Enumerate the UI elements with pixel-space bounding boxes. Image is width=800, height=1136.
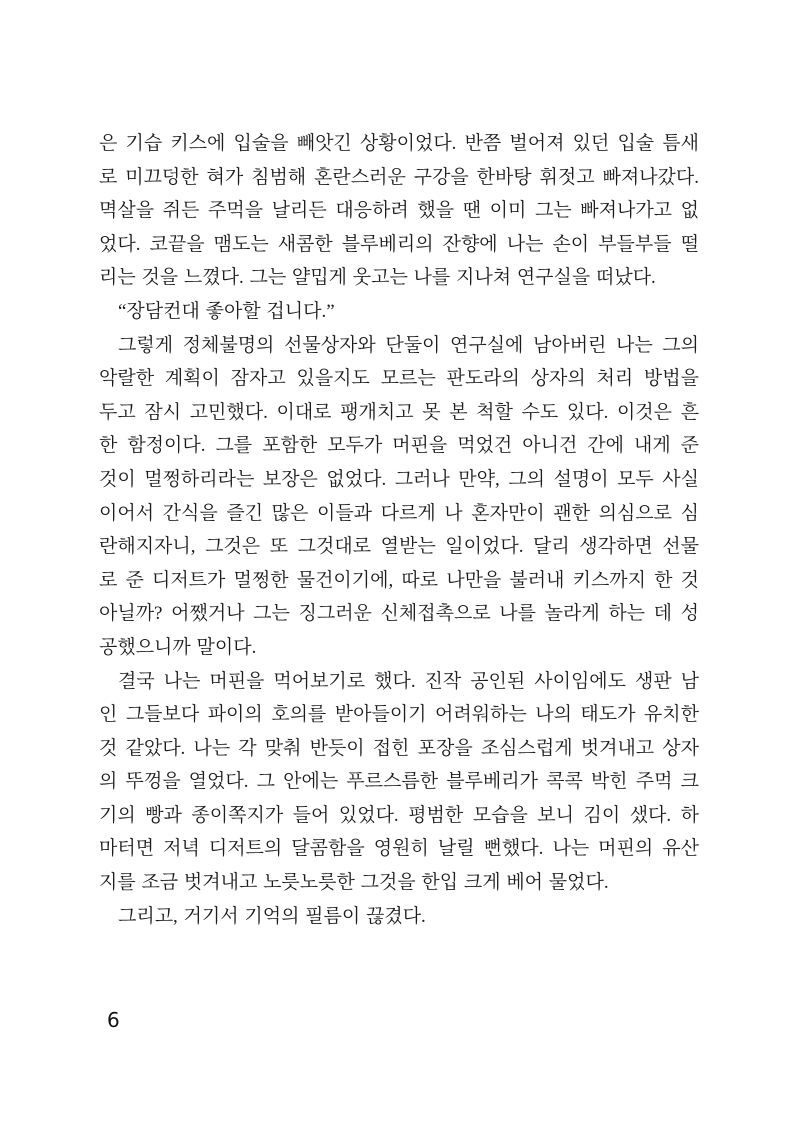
body-text bbox=[99, 127, 699, 933]
text-line: 의 뚜껑을 열었다. 그 안에는 푸르스름한 블루베리가 콕콕 박힌 주먹 크 bbox=[99, 771, 699, 793]
text-line: 그리고, 거기서 기억의 필름이 끊겼다. bbox=[118, 905, 426, 927]
text-line: 로 준 디저트가 멀쩡한 물건이기에, 따로 나만을 불러내 키스까지 한 것 bbox=[99, 569, 699, 591]
text-line: 인 그들보다 파이의 호의를 받아들이기 어려워하는 나의 태도가 유치한 bbox=[99, 704, 699, 726]
text-line: 기의 빵과 종이쪽지가 들어 있었다. 평범한 모습을 보니 김이 샜다. 하 bbox=[99, 804, 699, 826]
text-line: 아닐까? 어쨌거나 그는 징그러운 신체접촉으로 나를 놀라게 하는 데 성 bbox=[99, 603, 699, 625]
text-line: 지를 조금 벗겨내고 노릇노릇한 그것을 한입 크게 베어 물었다. bbox=[99, 872, 609, 894]
text-line: 이어서 간식을 즐긴 많은 이들과 다르게 나 혼자만이 괜한 의심으로 심 bbox=[99, 502, 699, 524]
text-line: 결국 나는 머핀을 먹어보기로 했다. 진작 공인된 사이임에도 생판 남 bbox=[118, 670, 699, 692]
page-number: 6 bbox=[107, 1008, 120, 1032]
text-line: 은 기습 키스에 입술을 빼앗긴 상황이었다. 반쯤 벌어져 있던 입술 틈새 bbox=[99, 133, 699, 154]
text-line: 것 같았다. 나는 각 맞춰 반듯이 접힌 포장을 조심스럽게 벗겨내고 상자 bbox=[99, 737, 699, 759]
text-line: 공했으니까 말이다. bbox=[99, 636, 257, 658]
text-line: 로 미끄덩한 혀가 침범해 혼란스러운 구강을 한바탕 휘젓고 빠져나갔다. bbox=[99, 166, 699, 188]
text-line: 란해지자니, 그것은 또 그것대로 열받는 일이었다. 달리 생각하면 선물 bbox=[99, 536, 699, 558]
text-line: 악랄한 계획이 잠자고 있을지도 모르는 판도라의 상자의 처리 방법을 bbox=[99, 368, 699, 390]
text-line: 리는 것을 느꼈다. 그는 얄밉게 웃고는 나를 지나쳐 연구실을 떠났다. bbox=[99, 267, 656, 289]
text-line: 그렇게 정체불명의 선물상자와 단둘이 연구실에 남아버린 나는 그의 bbox=[118, 334, 699, 356]
text-line: “장담컨대 좋아할 겁니다.” bbox=[118, 300, 335, 322]
text-line: 것이 멀쩡하리라는 보장은 없었다. 그러나 만약, 그의 설명이 모두 사실 bbox=[99, 468, 699, 490]
text-line: 마터면 저녁 디저트의 달콤함을 영원히 날릴 뻔했다. 나는 머핀의 유산 bbox=[99, 838, 699, 860]
text-line: 한 함정이다. 그를 포함한 모두가 머핀을 먹었건 아니건 간에 내게 준 bbox=[99, 435, 699, 457]
text-line: 두고 잠시 고민했다. 이대로 팽개치고 못 본 척할 수도 있다. 이것은 흔 bbox=[99, 401, 699, 423]
text-line: 었다. 코끝을 맴도는 새콤한 블루베리의 잔향에 나는 손이 부들부들 떨 bbox=[99, 233, 699, 255]
text-line: 멱살을 쥐든 주먹을 날리든 대응하려 했을 땐 이미 그는 빠져나가고 없 bbox=[99, 200, 699, 222]
